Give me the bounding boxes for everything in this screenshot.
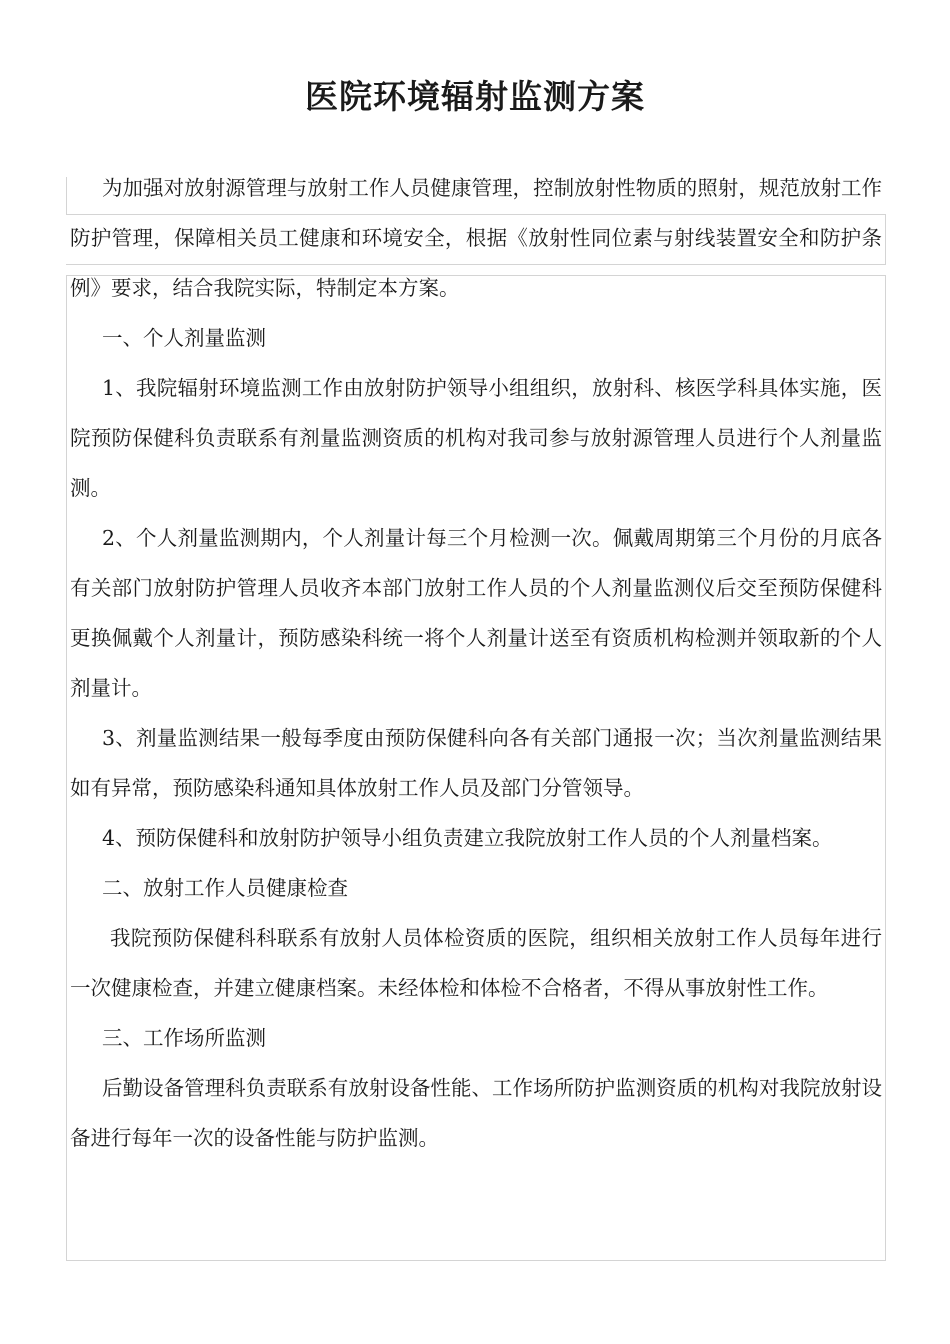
page-title: 医院环境辐射监测方案 [305, 77, 645, 116]
body-paragraph: 后勤设备管理科负责联系有放射设备性能、工作场所防护监测资质的机构对我院放射设备进行每年一次的设备性能与防护监测。 [70, 1076, 882, 1150]
intro-paragraph: 为加强对放射源管理与放射工作人员健康管理，控制放射性物质的照射，规范放射工作防护管理，保障相关员工健康和环境安全，根据《放射性同位素与射线装置安全和防护条例》要求，结合我院实际，特制定本方案。 [70, 176, 882, 300]
frame-line [66, 177, 67, 214]
body-paragraph: 1、我院辐射环境监测工作由放射防护领导小组组织，放射科、核医学科具体实施，医院预防保健科负责联系有剂量监测资质的机构对我司参与放射源管理人员进行个人剂量监测。 [70, 376, 882, 500]
frame-line [66, 275, 67, 1260]
document-body [70, 163, 882, 1163]
section-heading: 三、工作场所监测 [102, 1026, 266, 1050]
frame-line [885, 214, 886, 264]
frame-line [885, 275, 886, 1260]
frame-line [66, 1260, 886, 1261]
body-paragraph: 3、剂量监测结果一般每季度由预防保健科向各有关部门通报一次；当次剂量监测结果如有异常，预防感染科通知具体放射工作人员及部门分管领导。 [70, 726, 882, 800]
section-heading: 一、个人剂量监测 [102, 326, 266, 350]
section-heading: 二、放射工作人员健康检查 [102, 876, 348, 900]
body-paragraph: 4、预防保健科和放射防护领导小组负责建立我院放射工作人员的个人剂量档案。 [102, 826, 833, 850]
body-paragraph: 2、个人剂量监测期内，个人剂量计每三个月检测一次。佩戴周期第三个月份的月底各有关部门放射防护管理人员收齐本部门放射工作人员的个人剂量监测仪后交至预防保健科更换佩戴个人剂量计，预防感染科统一将个人剂量计送至有资质机构检测并领取新的个人剂量计。 [70, 526, 882, 700]
body-paragraph: 我院预防保健科科联系有放射人员体检资质的医院，组织相关放射工作人员每年进行一次健康检查，并建立健康档案。未经体检和体检不合格者，不得从事放射性工作。 [70, 926, 882, 1000]
